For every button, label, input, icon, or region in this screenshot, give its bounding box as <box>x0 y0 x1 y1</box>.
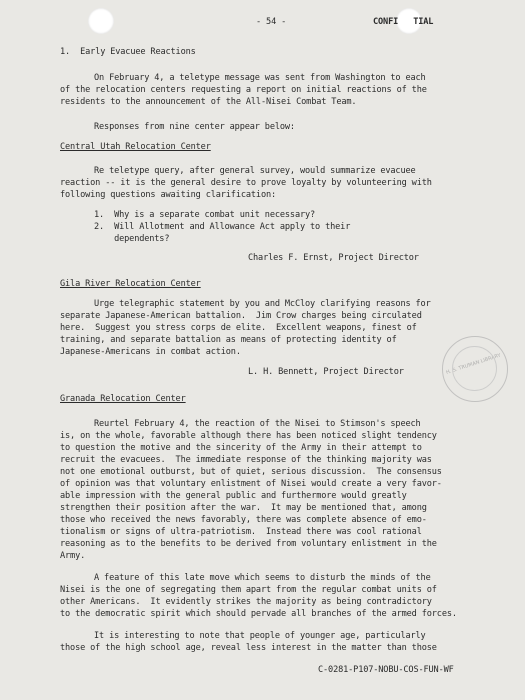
intro-line-1: On February 4, a teletype message was sent from Washington to each <box>94 73 426 83</box>
granada-p2-line-1: A feature of this late move which seems to disturb the minds of the <box>94 573 431 583</box>
footer-code: C-0281-P107-NOBU-COS-FUN-WF <box>318 665 454 675</box>
granada-p1-line-5: not one emotional outburst, but of quiet, serious discussion. The consensus <box>60 467 442 477</box>
granada-p1-line-9: those who received the news favorably, there was complete absence of emo- <box>60 515 427 525</box>
central-utah-heading: Central Utah Relocation Center <box>60 142 211 152</box>
gila-river-line-2: separate Japanese-American battalion. Jim Crow charges being circulated <box>60 311 422 321</box>
central-utah-signature: Charles F. Ernst, Project Director <box>248 253 419 263</box>
granada-p1-line-12: Army. <box>60 551 86 561</box>
punch-hole-left <box>88 8 114 34</box>
central-utah-line-1: Re teletype query, after general survey, would summarize evacuee <box>94 166 416 176</box>
classification-mark: CONFI TIAL <box>373 17 434 27</box>
granada-p2-line-4: to the democratic spirit which should pervade all branches of the armed forces. <box>60 609 457 619</box>
granada-p1-line-1: Reurtel February 4, the reaction of the Nisei to Stimson's speech <box>94 419 421 429</box>
granada-p1-line-8: strengthen their position after the war. It may be mentioned that, among <box>60 503 427 513</box>
gila-river-line-3: here. Suggest you stress corps de elite. Excellent weapons, finest of <box>60 323 417 333</box>
central-utah-list-item-2-cont: dependents? <box>94 234 170 244</box>
gila-river-line-1: Urge telegraphic statement by you and McCloy clarifying reasons for <box>94 299 431 309</box>
granada-heading: Granada Relocation Center <box>60 394 186 404</box>
gila-river-line-5: Japanese-Americans in combat action. <box>60 347 241 357</box>
granada-p1-line-7: able impression with the general public and furthermore would greatly <box>60 491 407 501</box>
central-utah-list-item-1: 1. Why is a separate combat unit necessary? <box>94 210 316 220</box>
granada-p1-line-3: to question the motive and the sincerity of the Army in their attempt to <box>60 443 422 453</box>
granada-p1-line-6: of opinion was that voluntary enlistment of Nisei would create a very favor- <box>60 479 442 489</box>
stamp-text: H. S. TRUMAN LIBRARY <box>445 352 502 376</box>
granada-p3-line-1: It is interesting to note that people of younger age, particularly <box>94 631 426 641</box>
page-number: - 54 - <box>256 17 287 27</box>
intro-line-3: residents to the announcement of the All-Nisei Combat Team. <box>60 97 357 107</box>
granada-p1-line-10: tionalism or signs of ultra-patriotism. Instead there was cool rational <box>60 527 422 537</box>
granada-p3-line-2: those of the high school age, reveal less interest in the matter than those <box>60 643 437 653</box>
granada-p1-line-11: reasoning as to the benefits to be derived from voluntary enlistment in the <box>60 539 437 549</box>
granada-p2-line-3: other Americans. It evidently strikes the majority as being contradictory <box>60 597 432 607</box>
gila-river-line-4: training, and separate battalion as means of protecting identity of <box>60 335 397 345</box>
gila-river-heading: Gila River Relocation Center <box>60 279 201 289</box>
intro-line-2: of the relocation centers requesting a report on initial reactions of the <box>60 85 427 95</box>
granada-p1-line-4: recruit the evacuees. The immediate response of the thinking majority was <box>60 455 432 465</box>
granada-p1-line-2: is, on the whole, favorable although there has been noticed slight tendency <box>60 431 437 441</box>
central-utah-list-item-2: 2. Will Allotment and Allowance Act apply to their <box>94 222 351 232</box>
section-heading: 1. Early Evacuee Reactions <box>60 47 196 57</box>
central-utah-line-2: reaction -- it is the general desire to prove loyalty by volunteering with <box>60 178 432 188</box>
responses-line: Responses from nine center appear below: <box>94 122 295 132</box>
library-stamp <box>442 336 508 402</box>
gila-river-signature: L. H. Bennett, Project Director <box>248 367 404 377</box>
granada-p2-line-2: Nisei is the one of segregating them apart from the regular combat units of <box>60 585 437 595</box>
central-utah-line-3: following questions awaiting clarification: <box>60 190 277 200</box>
